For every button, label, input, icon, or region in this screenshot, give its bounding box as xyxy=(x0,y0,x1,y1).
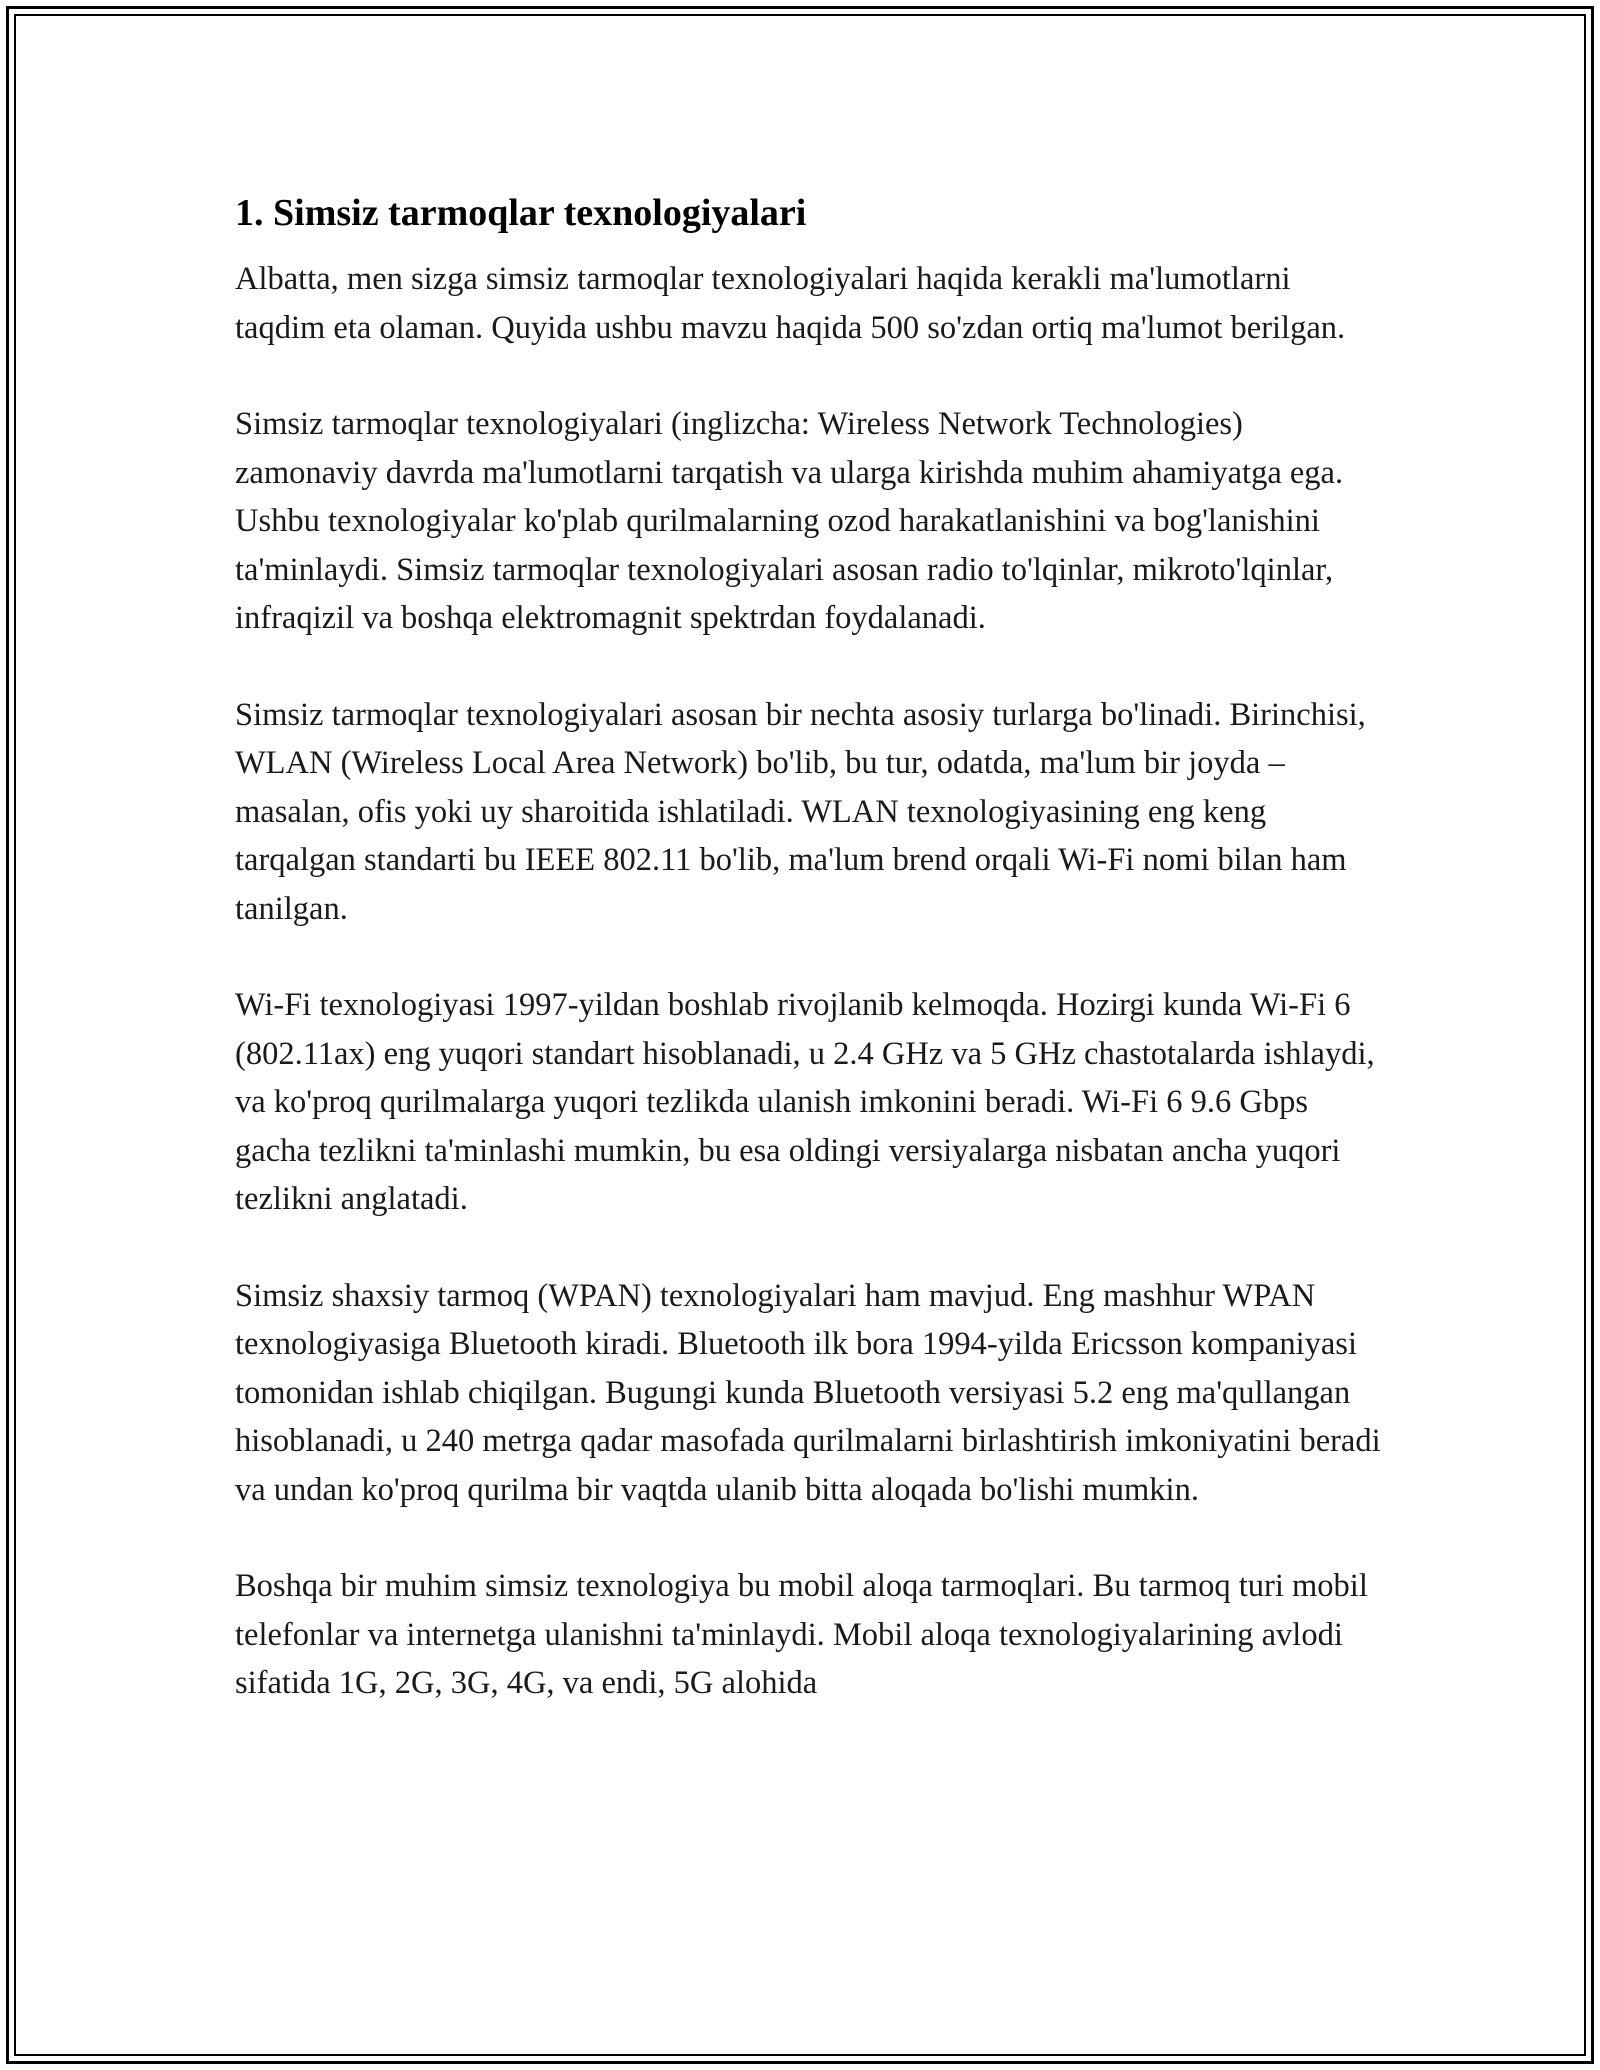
paragraph-mobile: Boshqa bir muhim simsiz texnologiya bu mobil aloqa tarmoqlari. Bu tarmoq turi mobil telefonlar va internetga ulanishni ta'minlaydi. Mobil aloqa texnologiyalarining avlodi sifatida 1G, 2G, 3G, 4G, va endi, 5G alohida xyxy=(235,1568,1368,1701)
section-heading: 1. Simsiz tarmoqlar texnologiyalari xyxy=(235,192,807,234)
paragraph-wlan: Simsiz tarmoqlar texnologiyalari asosan bir nechta asosiy turlarga bo'linadi. Birinchisi, WLAN (Wireless Local Area Network) bo'lib, bu tur, odatda, ma'lum bir joyda – masalan, ofis yoki uy sharoitida ishlatiladi. WLAN texnologiyasining eng keng tarqalgan standarti bu IEEE 802.11 bo'lib, ma'lum brend orqali Wi-Fi nomi bilan ham tanilgan. xyxy=(235,696,1366,927)
paragraph-wpan: Simsiz shaxsiy tarmoq (WPAN) texnologiyalari ham mavjud. Eng mashhur WPAN texnologiyasiga Bluetooth kiradi. Bluetooth ilk bora 1994-yilda Ericsson kompaniyasi tomonidan ishlab chiqilgan. Bugungi kunda Bluetooth versiyasi 5.2 eng ma'qullangan hisoblanadi, u 240 metrga qadar masofada qurilmalarni birlashtirish imkoniyatini beradi va undan ko'proq qurilma bir vaqtda ulanib bitta aloqada bo'lishi mumkin. xyxy=(235,1277,1381,1508)
paragraph-intro: Albatta, men sizga simsiz tarmoqlar texnologiyalari haqida kerakli ma'lumotlarni taqdim eta olaman. Quyida ushbu mavzu haqida 500 so'zdan ortiq ma'lumot berilgan. xyxy=(235,261,1346,346)
paragraph-overview: Simsiz tarmoqlar texnologiyalari (inglizcha: Wireless Network Technologies) zamonaviy davrda ma'lumotlarni tarqatish va ularga kirishda muhim ahamiyatga ega. Ushbu texnologiyalar ko'plab qurilmalarning ozod harakatlanishini va bog'lanishini ta'minlaydi. Simsiz tarmoqlar texnologiyalari asosan radio to'lqinlar, mikroto'lqinlar, infraqizil va boshqa elektromagnit spektrdan foydalanadi. xyxy=(235,406,1344,636)
document-body xyxy=(235,185,1385,1756)
paragraph-wifi: Wi-Fi texnologiyasi 1997-yildan boshlab rivojlanib kelmoqda. Hozirgi kunda Wi-Fi 6 (802.11ax) eng yuqori standart hisoblanadi, u 2.4 GHz va 5 GHz chastotalarda ishlaydi, va ko'proq qurilmalarga yuqori tezlikda ulanish imkonini beradi. Wi-Fi 6 9.6 Gbps gacha tezlikni ta'minlashi mumkin, bu esa oldingi versiyalarga nisbatan ancha yuqori tezlikni anglatadi. xyxy=(235,987,1375,1217)
